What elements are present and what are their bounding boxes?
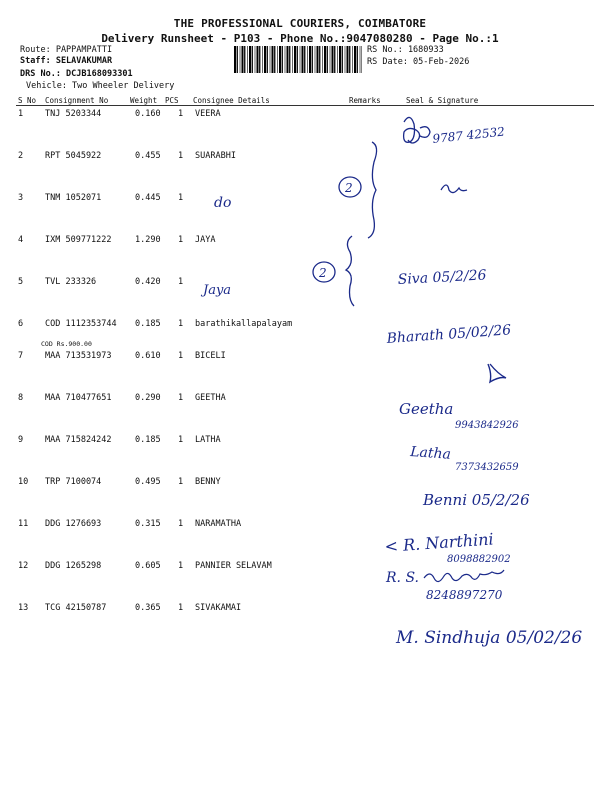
row-pcs: 1 <box>178 393 184 403</box>
signature-row1 <box>404 117 430 143</box>
barcode-bar <box>259 46 260 73</box>
row-weight: 0.185 <box>135 435 161 445</box>
hw-mark-lower: 2 <box>319 266 327 280</box>
barcode-bar <box>257 46 259 73</box>
barcode-bar <box>279 46 281 73</box>
row-consignment: RPT 5045922 <box>45 151 102 161</box>
route-label: Route: PAPPAMPATTI <box>20 45 113 55</box>
row-consignment: TCG 42150787 <box>45 603 107 613</box>
barcode-bar <box>339 46 341 73</box>
row-weight: 1.290 <box>135 235 161 245</box>
circle-mark-lower <box>313 262 335 282</box>
signature-row12-tamil <box>424 570 504 582</box>
row-pcs: 1 <box>178 109 184 119</box>
col-remarks: Remarks <box>349 96 381 105</box>
row-weight: 0.290 <box>135 393 161 403</box>
barcode-bar <box>307 46 308 73</box>
row-sno: 12 <box>18 561 29 571</box>
col-weight: Weight <box>130 96 158 105</box>
vehicle-label: Vehicle: Two Wheeler Delivery <box>26 81 175 91</box>
barcode-bar <box>274 46 275 73</box>
barcode-bar <box>319 46 320 73</box>
barcode-bar <box>294 46 296 73</box>
circle-mark-upper <box>339 177 361 197</box>
signature-row2 <box>441 185 467 193</box>
row-pcs: 1 <box>178 519 184 529</box>
row-pcs: 1 <box>178 561 184 571</box>
row-pcs: 1 <box>178 151 184 161</box>
row-consignment: TVL 233326 <box>45 277 97 287</box>
row-consignment: TRP 7100074 <box>45 477 102 487</box>
row-sno: 1 <box>18 109 24 119</box>
row-consignment: MAA 713531973 <box>45 351 112 361</box>
rs-date: RS Date: 05-Feb-2026 <box>367 57 470 67</box>
barcode-image <box>234 46 362 73</box>
row-weight: 0.160 <box>135 109 161 119</box>
row-consignee: LATHA <box>195 435 221 445</box>
row-sno: 8 <box>18 393 24 403</box>
barcode-bar <box>252 46 253 73</box>
hw-r8-phone: 9943842926 <box>455 420 519 431</box>
row-weight: 0.610 <box>135 351 161 361</box>
barcode-bar <box>342 46 343 73</box>
signature-row7 <box>488 364 506 382</box>
row-weight: 0.445 <box>135 193 161 203</box>
brace-upper <box>368 142 377 238</box>
row-sno: 5 <box>18 277 24 287</box>
row-consignment: TNM 1052071 <box>45 193 102 203</box>
col-pcs: PCS <box>165 96 179 105</box>
row-weight: 0.455 <box>135 151 161 161</box>
runsheet-title: Delivery Runsheet - P103 - Phone No.:9047080280 - Page No.:1 <box>101 32 499 45</box>
col-seal: Seal & Signature <box>406 96 479 105</box>
staff-label: Staff: SELAVAKUMAR <box>20 56 113 66</box>
hw-r9-sig: Latha <box>409 444 452 463</box>
row-pcs: 1 <box>178 193 184 203</box>
row-consignee: SUARABHI <box>195 151 236 161</box>
row-consignee: SIVAKAMAI <box>195 603 242 613</box>
barcode-bar <box>354 46 356 73</box>
row-pcs: 1 <box>178 435 184 445</box>
hw-r5-sig: Siva 05/2/26 <box>397 267 487 288</box>
barcode-bar <box>334 46 335 73</box>
barcode-bar <box>240 46 241 73</box>
col-sno: S No <box>18 96 37 105</box>
barcode-bar <box>262 46 263 73</box>
row-weight: 0.365 <box>135 603 161 613</box>
barcode-bar <box>244 46 245 73</box>
brace-lower <box>346 236 354 306</box>
row-consignment: COD 1112353744 <box>45 319 117 329</box>
hw-mark-upper: 2 <box>345 181 353 195</box>
barcode-bar <box>247 46 248 73</box>
row-weight: 0.185 <box>135 319 161 329</box>
row-cod-amount: COD Rs.900.00 <box>41 340 92 348</box>
barcode-bar <box>255 46 256 73</box>
row-consignee: NARAMATHA <box>195 519 242 529</box>
hw-r6-sig: Bharath 05/02/26 <box>386 322 512 347</box>
barcode-bar <box>282 46 283 73</box>
barcode-bar <box>327 46 328 73</box>
barcode-bar <box>317 46 319 73</box>
barcode-bar <box>264 46 266 73</box>
row-weight: 0.605 <box>135 561 161 571</box>
barcode-bar <box>347 46 349 73</box>
hw-r11-sig: < R. Narthini <box>383 529 495 556</box>
drs-label: DRS No.: DCJB168093301 <box>20 69 133 79</box>
hw-r13-sig: M. Sindhuja 05/02/26 <box>396 628 583 648</box>
barcode-bar <box>345 46 346 73</box>
barcode-bar <box>312 46 313 73</box>
barcode-bar <box>357 46 358 73</box>
row-consignee: VEERA <box>195 109 221 119</box>
barcode-bar <box>349 46 350 73</box>
barcode-bar <box>277 46 278 73</box>
hw-r12-sig: R. S. <box>386 570 419 586</box>
hw-r1-phone: 9787 42532 <box>431 124 506 146</box>
col-consignment: Consignment No <box>45 96 109 105</box>
row-consignee: BENNY <box>195 477 221 487</box>
row-sno: 13 <box>18 603 29 613</box>
col-consignee: Consignee Details <box>193 96 270 105</box>
row-weight: 0.420 <box>135 277 161 287</box>
hw-r9-phone: 7373432659 <box>455 462 519 473</box>
barcode-bar <box>289 46 290 73</box>
row-consignee: BICELI <box>195 351 226 361</box>
barcode-bar <box>330 46 331 73</box>
row-consignee: GEETHA <box>195 393 226 403</box>
barcode-bar <box>285 46 286 73</box>
row-consignment: DDG 1276693 <box>45 519 102 529</box>
barcode-bar <box>304 46 305 73</box>
barcode-bar <box>324 46 326 73</box>
company-name: THE PROFESSIONAL COURIERS, COIMBATORE <box>173 17 427 30</box>
row-consignment: IXM 509771222 <box>45 235 112 245</box>
barcode-bar <box>270 46 271 73</box>
barcode-bar <box>337 46 338 73</box>
row-weight: 0.495 <box>135 477 161 487</box>
barcode-bar <box>292 46 293 73</box>
row-sno: 4 <box>18 235 24 245</box>
row-consignment: MAA 710477651 <box>45 393 112 403</box>
row-sno: 11 <box>18 519 29 529</box>
barcode-bar <box>297 46 298 73</box>
row-consignment: MAA 715824242 <box>45 435 112 445</box>
row-sno: 10 <box>18 477 29 487</box>
barcode-bar <box>315 46 316 73</box>
row-pcs: 1 <box>178 235 184 245</box>
row-sno: 3 <box>18 193 24 203</box>
barcode-bar <box>267 46 268 73</box>
barcode-bar <box>362 46 363 73</box>
row-sno: 6 <box>18 319 24 329</box>
row-consignee: PANNIER SELAVAM <box>195 561 272 571</box>
row-pcs: 1 <box>178 603 184 613</box>
hw-r11-phone: 8098882902 <box>447 554 511 565</box>
barcode-bar <box>302 46 304 73</box>
row-consignee: barathikallapalayam <box>195 319 293 329</box>
barcode-bar <box>360 46 361 73</box>
barcode-bar <box>242 46 244 73</box>
row-pcs: 1 <box>178 351 184 361</box>
barcode-bar <box>352 46 353 73</box>
row-pcs: 1 <box>178 277 184 287</box>
row-sno: 7 <box>18 351 24 361</box>
barcode-bar <box>234 46 236 73</box>
barcode-bar <box>332 46 334 73</box>
hw-r12-phone: 8248897270 <box>426 588 503 602</box>
hw-r5-consignee: Jaya <box>203 283 232 298</box>
barcode-bar <box>287 46 289 73</box>
barcode-bar <box>309 46 311 73</box>
barcode-bar <box>249 46 251 73</box>
row-sno: 9 <box>18 435 24 445</box>
hw-r8-sig: Geetha <box>399 400 454 418</box>
row-consignment: TNJ 5203344 <box>45 109 102 119</box>
row-consignment: DDG 1265298 <box>45 561 102 571</box>
barcode-bar <box>272 46 274 73</box>
barcode-bar <box>237 46 238 73</box>
row-pcs: 1 <box>178 477 184 487</box>
hw-r3-consignee: do <box>214 195 232 211</box>
barcode-bar <box>322 46 323 73</box>
row-weight: 0.315 <box>135 519 161 529</box>
header-rule <box>16 105 594 106</box>
row-consignee: JAYA <box>195 235 216 245</box>
hw-r10-sig: Benni 05/2/26 <box>423 491 530 509</box>
row-pcs: 1 <box>178 319 184 329</box>
barcode-bar <box>300 46 301 73</box>
row-sno: 2 <box>18 151 24 161</box>
rs-number: RS No.: 1680933 <box>367 45 444 55</box>
